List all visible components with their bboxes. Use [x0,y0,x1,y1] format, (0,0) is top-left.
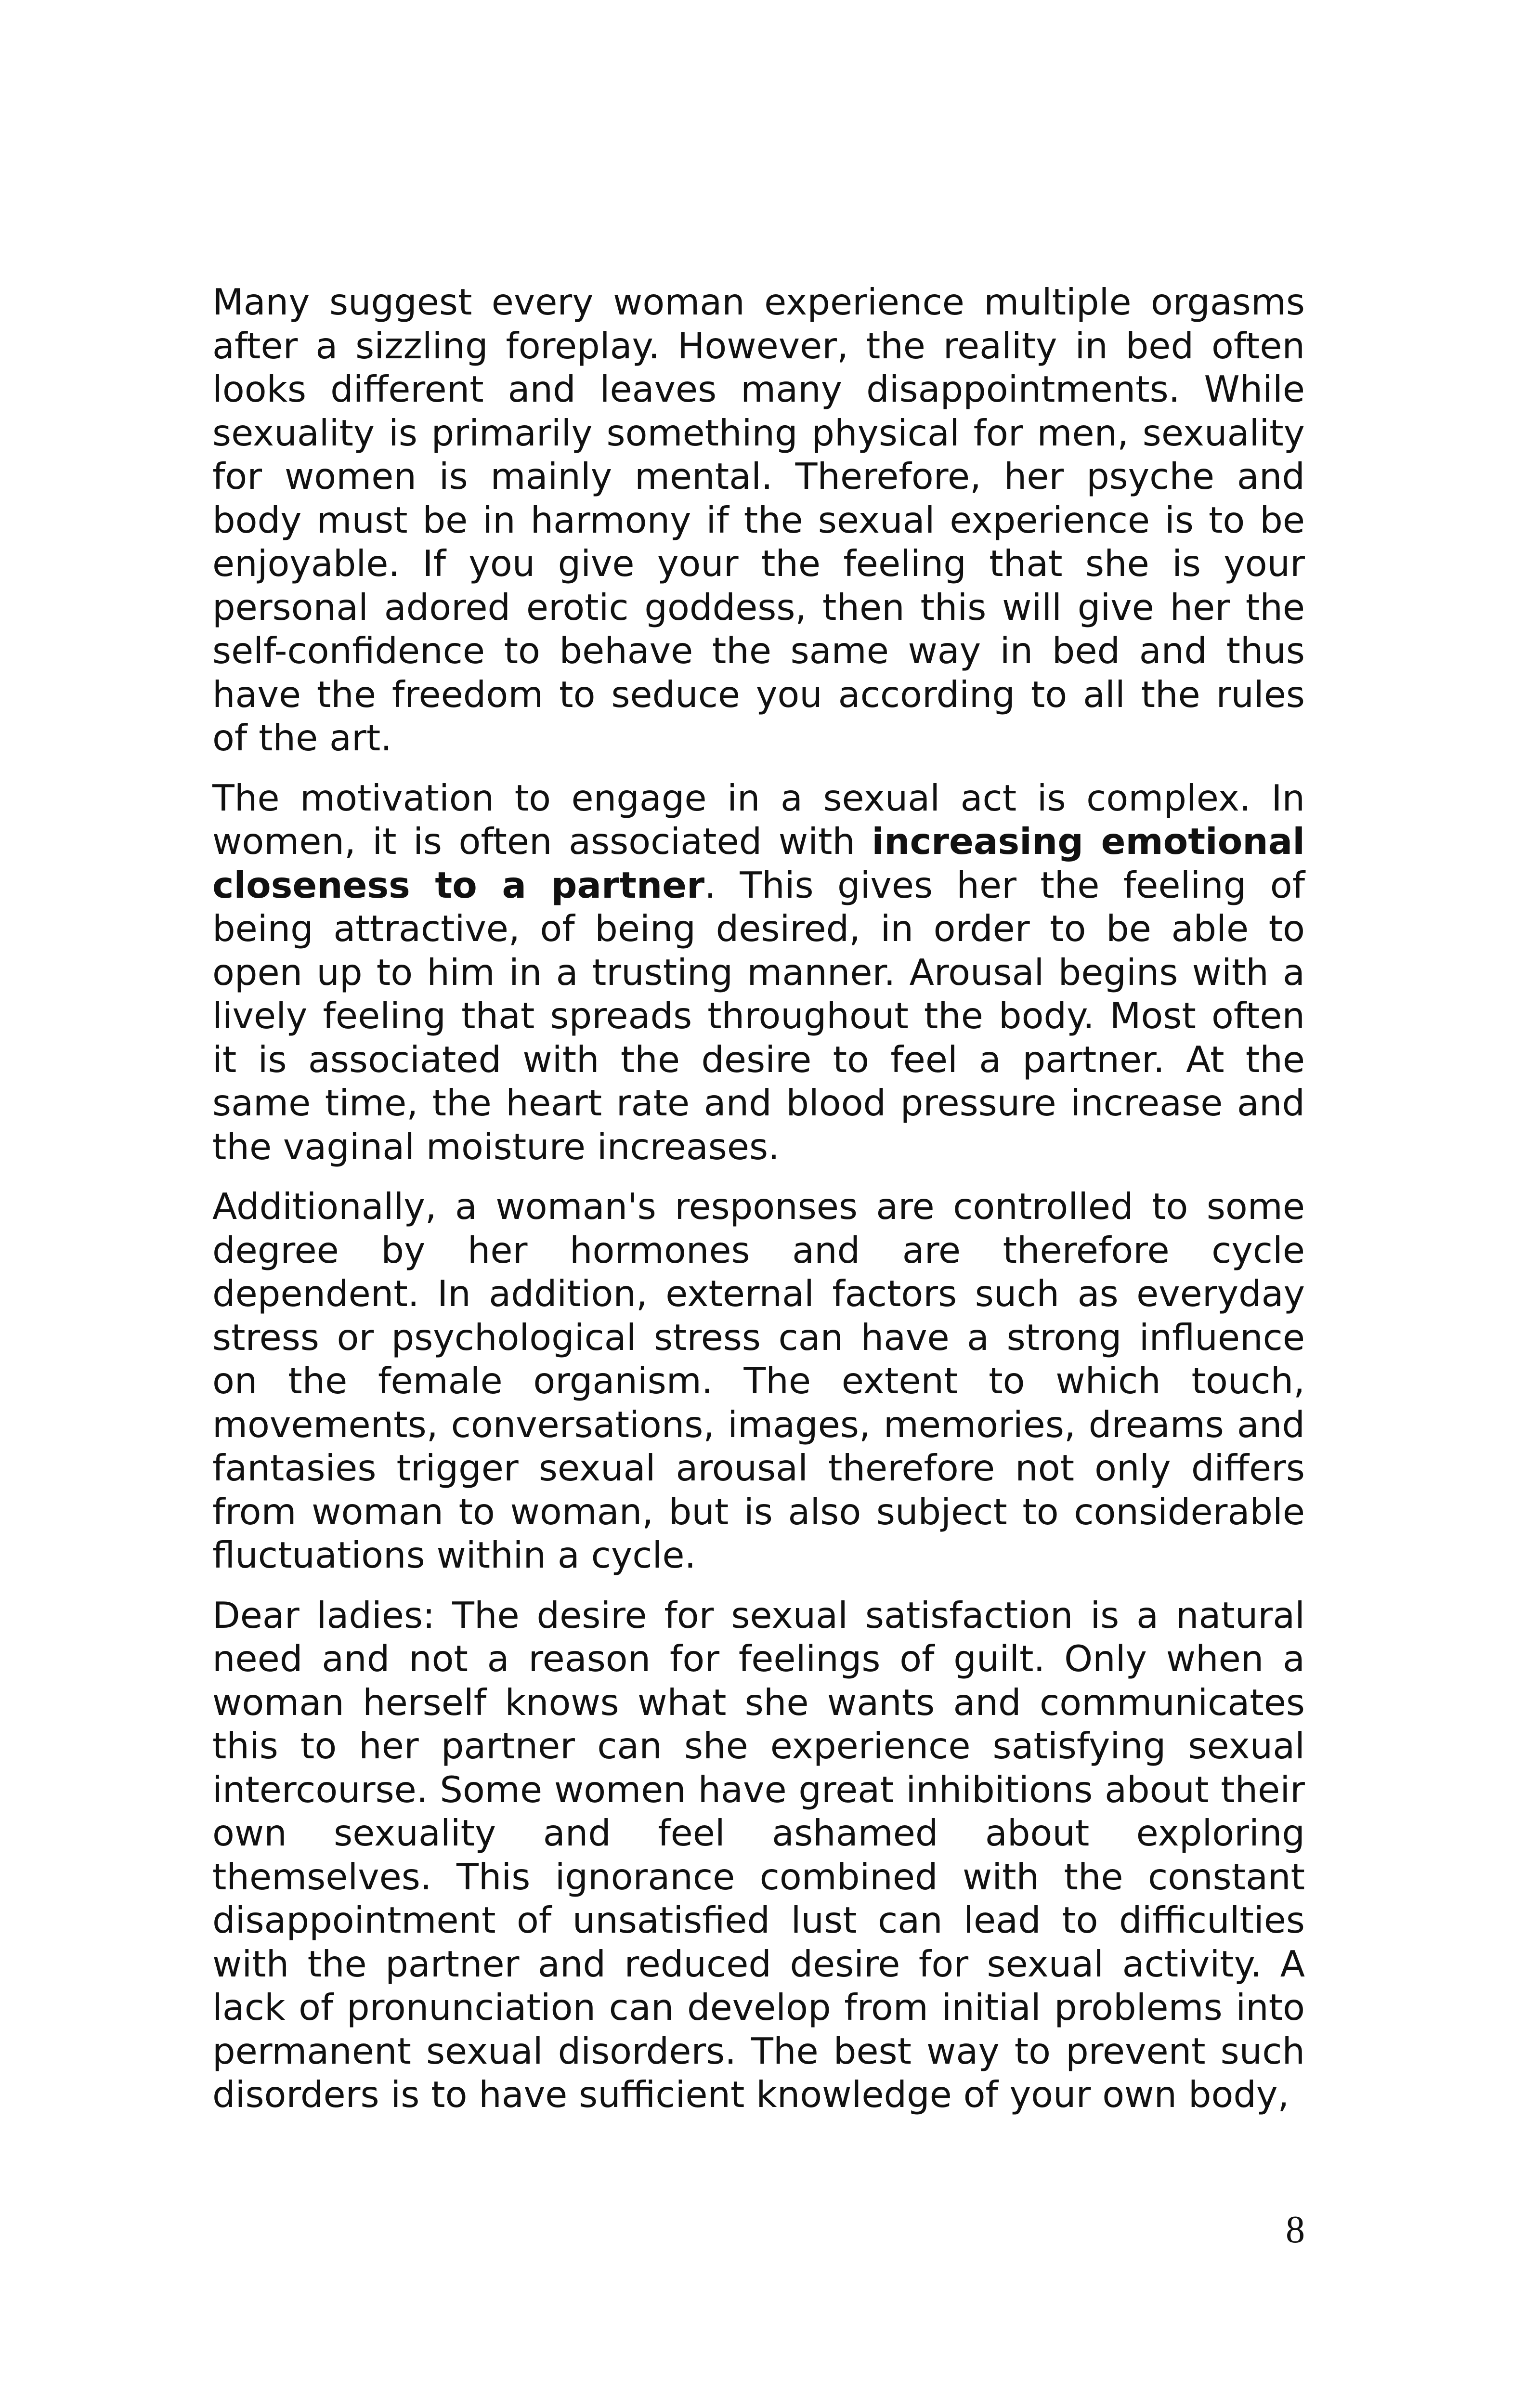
paragraph: Many suggest every woman experience multiple orgasms after a sizzling foreplay. However, the reality in bed often looks different and leaves many disappointments. While sexuality is primarily something physical for men, sexuality for women is mainly mental. Therefore, her psyche and body must be in harmony if the sexual experience is to be enjoyable. If you give your the feeling that she is your personal adored erotic goddess, then this will give her the self-confidence to behave the same way in bed and thus have the freedom to seduce you according to all the rules of the art. [212,281,1305,759]
emphasis-text: increasing emotional closeness to a partner [212,820,1305,906]
body-text [212,280,1305,2133]
page-number: 8 [1286,2209,1305,2251]
paragraph: The motivation to engage in a sexual act is complex. In women, it is often associated with increasing emotional closeness to a partner. This gives her the feeling of being attractive, of being desired, in order to be able to open up to him in a trusting manner. Arousal begins with a lively feeling that spreads throughout the body. Most often it is associated with the desire to feel a partner. At the same time, the heart rate and blood pressure increase and the vaginal moisture increases. [212,776,1305,1168]
paragraph: Additionally, a woman's responses are controlled to some degree by her hormones and are therefore cycle dependent. In addition, external factors such as everyday stress or psychological stress can have a strong influence on the female organism. The extent to which touch, movements, conversations, images, memories, dreams and fantasies trigger sexual arousal therefore not only differs from woman to woman, but is also subject to considerable fluctuations within a cycle. [212,1185,1305,1576]
paragraph: Dear ladies: The desire for sexual satisfaction is a natural need and not a reason for feelings of guilt. Only when a woman herself knows what she wants and communicates this to her partner can she experience satisfying sexual intercourse. Some women have great inhibitions about their own sexuality and feel ashamed about exploring themselves. This ignorance combined with the constant disappointment of unsatisfied lust can lead to difficulties with the partner and reduced desire for sexual activity. A lack of pronunciation can develop from initial problems into permanent sexual disorders. The best way to prevent such disorders is to have sufficient knowledge of your own body, [212,1594,1305,2116]
